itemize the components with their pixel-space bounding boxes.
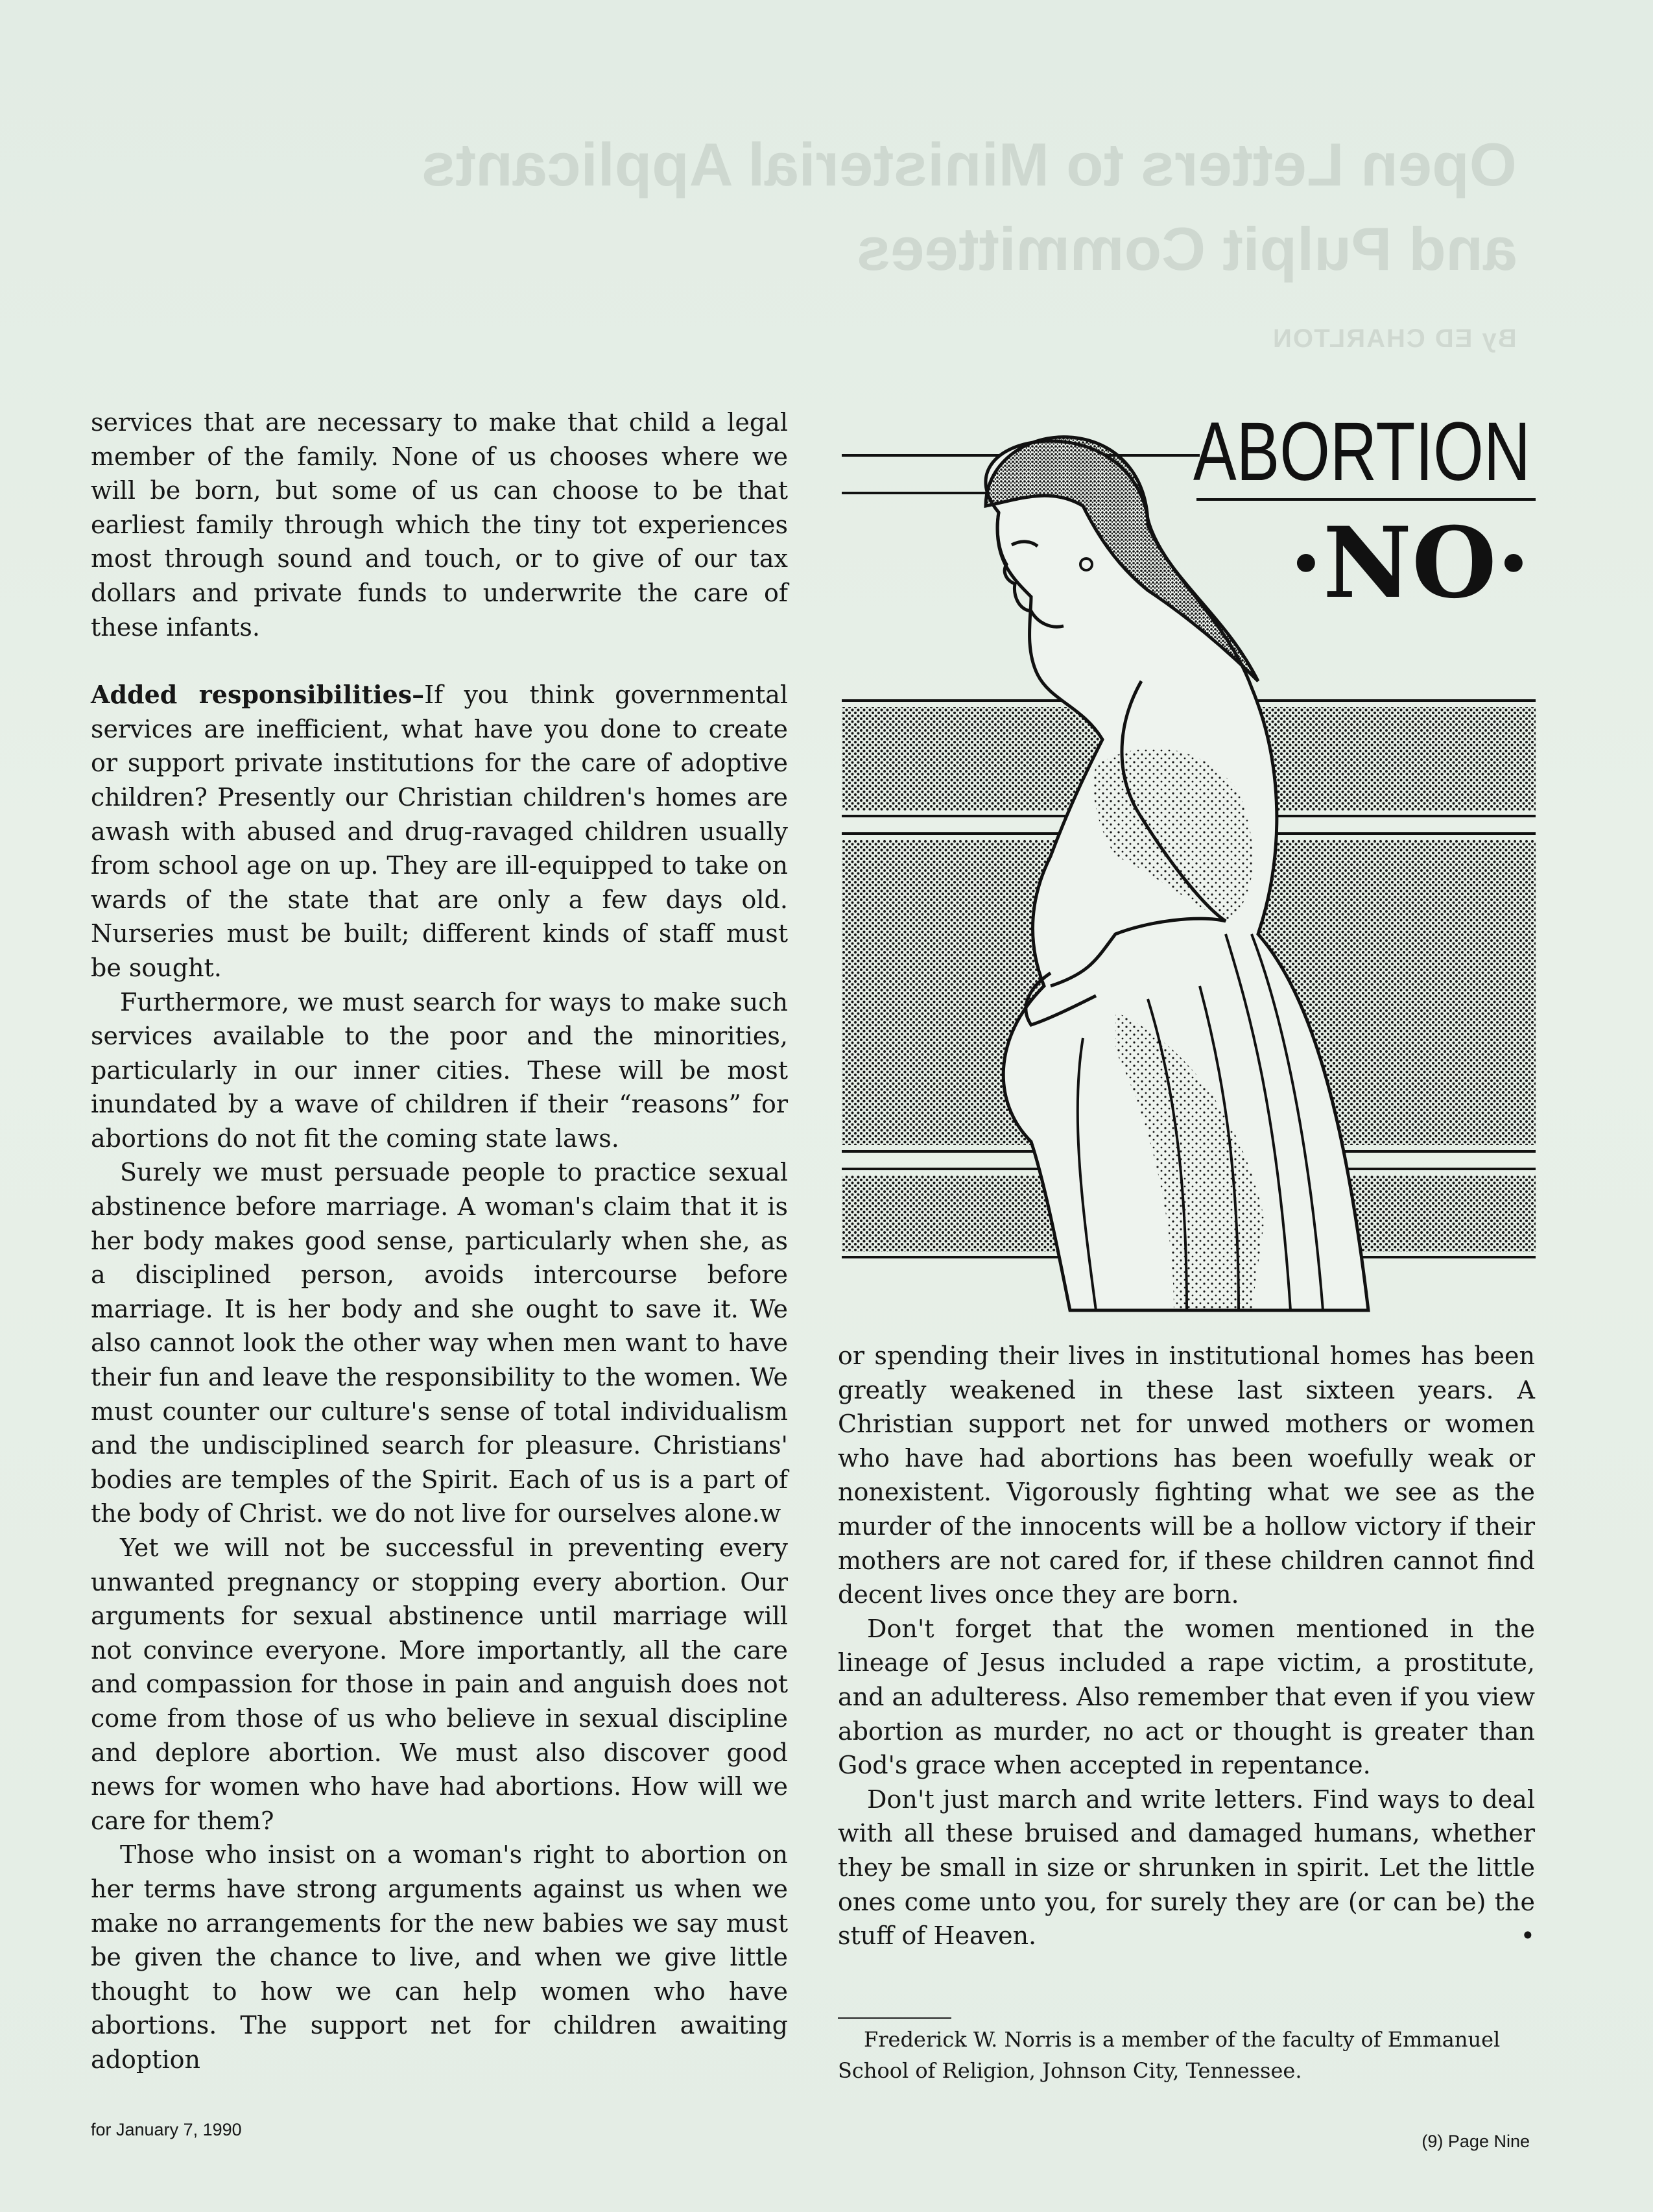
paragraph: services that are necessary to make that child a legal member of the family. None of us chooses where we will be born, but some of us can choose to be that earliest family through which the tiny tot experiences most through sound and touch, or to give of our tax dollars and private funds to underwrite the care of these infants.: [91, 408, 788, 642]
footer-date: for January 7, 1990: [91, 2120, 242, 2139]
title-abortion: ABORTION: [1193, 405, 1530, 498]
bio-divider: [838, 2017, 951, 2019]
pregnant-woman-illustration: [837, 402, 1537, 1323]
paragraph-added-responsibilities: [91, 678, 788, 985]
bio-text: Frederick W. Norris is a member of the faculty of Emmanuel School of Religion, Johnson City, Tennessee.: [838, 2027, 1501, 2083]
paragraph: Those who insist on a woman's right to abortion on her terms have strong arguments against us when we make no arrangements for the new babies we say must be given the chance to live, and when we give little thought to how we can help women who have abortions. The support net for children awaiting adoption: [91, 1840, 788, 2074]
end-mark: •: [1520, 1921, 1535, 1951]
left-column: [91, 405, 788, 2077]
paragraph: [838, 1783, 1535, 1953]
illustration-title: [1193, 405, 1530, 620]
paragraph: Don't forget that the women mentioned in the lineage of Jesus included a rape victim, a prostitute, and an adulteress. Also remember that even if you view abortion as murder, no act or thought is greater than God's grace when accepted in repentance.: [838, 1614, 1535, 1780]
paragraph: or spending their lives in institutional homes has been greatly weakened in these last sixteen years. A Christian support net for unwed mothers or women who have had abortions has been woefully weak or nonexistent. Vigorously fighting what we see as the murder of the innocents will be a hollow victory if their mothers are not cared for, if these children cannot find decent lives once they are born.: [838, 1341, 1535, 1609]
paragraph: Surely we must persuade people to practice sexual abstinence before marriage. A woman's claim that it is her body makes good sense, particularly when she, as a disciplined person, avoids intercourse before marriage. It is her body and she ought to save it. We also cannot look the other way when men want to have their fun and leave the responsibility to the women. We must counter our culture's sense of total individualism and the undisciplined search for pleasure. Christians' bodies are temples of the Spirit. Each of us is a part of the body of Christ. we do not live for ourselves alone.w: [91, 1158, 788, 1528]
subhead: Added responsibilities–: [91, 680, 425, 710]
ghost-headline-line1: Open Letters to Ministerial Applicants: [422, 130, 1517, 198]
ghost-byline: By ED CHARLTON: [1272, 324, 1517, 353]
paragraph-body: If you think governmental services are inefficient, what have you done to create or support private institutions for the care of adoptive children? Presently our Christian children's homes are awash with abused and drug-ravaged children usually from school age on up. They are ill-equipped to take on wards of the state that are only a few days old. Nurseries must be built; different kinds of staff must be sought.: [91, 680, 789, 982]
author-bio: [838, 2024, 1535, 2086]
paragraph: Furthermore, we must search for ways to make such services available to the poor and the minorities, particularly in our inner cities. These will be most inundated by a wave of children if their “reasons” for abortions do not fit the coming state laws.: [91, 987, 788, 1153]
paragraph-body: Don't just march and write letters. Find ways to deal with all these bruised and damaged humans, whether they be small in size or shrunken in spirit. Let the little ones come unto you, for surely they are (or can be) the stuff of Heaven.: [838, 1785, 1535, 1951]
ghost-headline-line2: and Pulpit Committees: [856, 215, 1517, 283]
right-column: [838, 1339, 1535, 1953]
paragraph: Yet we will not be successful in preventing every unwanted pregnancy or stopping every abortion. Our arguments for sexual abstinence until marriage will not convince everyone. More importantly, all the care and compassion for those in pain and anguish does not come from those of us who believe in sexual discipline and deplore abortion. We must also discover good news for women who have had abortions. How will we care for them?: [91, 1533, 788, 1835]
footer-page-number: (9) Page Nine: [1421, 2132, 1530, 2151]
title-no: ·NO·: [1289, 506, 1530, 620]
